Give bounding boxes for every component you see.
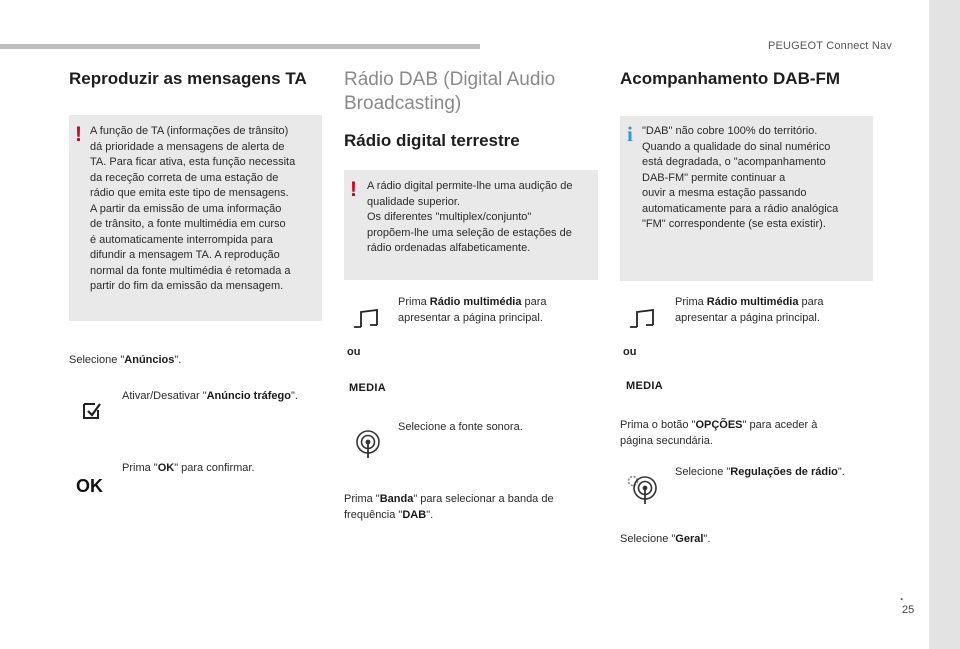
warning-line: dá prioridade a mensagens de alerta de <box>90 140 285 153</box>
warning-line: propõem-lhe uma seleção de estações de <box>367 226 572 239</box>
title-line: Broadcasting) <box>344 93 462 114</box>
media-button-label: MEDIA <box>349 382 386 394</box>
warning-line: é automaticamente interrompida para <box>90 233 273 246</box>
music-note-icon <box>629 309 657 331</box>
header-rule <box>0 44 480 49</box>
info-line: ouvir a mesma estação passando <box>642 187 807 199</box>
warning-line: rádio que emita este tipo de mensagens. <box>90 187 289 199</box>
warning-line: qualidade superior. <box>367 195 460 208</box>
instruction-options: Prima o botão "OPÇÕES" para aceder à página secundária. <box>620 419 818 447</box>
warning-line: rádio ordenadas alfabeticamente. <box>367 242 531 254</box>
warning-line: Os diferentes "multiplex/conjunto" <box>367 211 532 223</box>
warning-box-ta <box>69 115 322 321</box>
info-text <box>642 124 870 233</box>
section-title-ta: Reproduzir as mensagens TA <box>69 69 307 88</box>
warning-line: difundir a mensagem TA. A reprodução <box>90 249 280 261</box>
warning-line: A rádio digital permite-lhe uma audição de <box>367 180 573 192</box>
warning-text <box>90 124 320 295</box>
checkbox-icon <box>82 401 102 421</box>
instruction-toggle-traffic: Ativar/Desativar "Anúncio tráfego". <box>122 390 298 402</box>
ok-button-icon: OK <box>76 476 103 496</box>
warning-box-dab <box>344 170 598 280</box>
section-title-dab <box>344 68 555 116</box>
warning-icon: ! <box>75 123 82 146</box>
page-number: 25 <box>902 604 915 616</box>
info-icon: i <box>627 122 633 146</box>
warning-line: da receção correta de uma estação de <box>90 171 279 184</box>
warning-line: TA. Para ficar ativa, esta função necessita <box>90 156 296 168</box>
section-title-dab-fm: Acompanhamento DAB-FM <box>620 69 841 88</box>
music-note-icon <box>353 309 381 331</box>
info-line: "DAB" não cobre 100% do território. <box>642 125 818 137</box>
warning-line: A partir da emissão de uma informação <box>90 202 282 215</box>
info-line: DAB-FM" permite continuar a <box>642 171 786 184</box>
instruction-select-general: Selecione "Geral". <box>620 533 711 545</box>
instruction-select-announcements: Selecione "Anúncios". <box>69 354 182 366</box>
info-line: automaticamente para a rádio analógica <box>642 202 839 215</box>
continuation-mark: . <box>900 589 904 603</box>
title-line: Rádio DAB (Digital Audio <box>344 69 556 90</box>
instruction-confirm-ok: Prima "OK" para confirmar. <box>122 462 255 474</box>
instruction-radio-settings: Selecione "Regulações de rádio". <box>675 466 845 478</box>
instruction-radio-media: Prima Rádio multimédia para apresentar a página principal. <box>675 296 824 324</box>
instruction-radio-media: Prima Rádio multimédia para apresentar a página principal. <box>398 296 547 324</box>
warning-line: partir do fim da emissão da mensagem. <box>90 280 284 292</box>
info-line: está degradada, o "acompanhamento <box>642 156 826 168</box>
warning-text <box>367 179 595 257</box>
subsection-title-terrestrial: Rádio digital terrestre <box>344 131 520 150</box>
header-brand: PEUGEOT Connect Nav <box>767 40 892 52</box>
info-line: "FM" correspondente (se esta existir). <box>642 218 826 230</box>
media-button-label: MEDIA <box>626 380 663 392</box>
radio-settings-icon <box>625 473 661 505</box>
or-label: ou <box>623 346 637 358</box>
warning-line: normal da fonte multimédia é retomada a <box>90 264 291 277</box>
instruction-select-source: Selecione a fonte sonora. <box>398 421 523 433</box>
warning-line: de trânsito, a fonte multimédia em curso <box>90 218 286 230</box>
info-box-dab-fm <box>620 116 873 281</box>
info-line: Quando a qualidade do sinal numérico <box>642 140 831 153</box>
instruction-band-dab: Prima "Banda" para selecionar a banda de frequência "DAB". <box>344 493 554 521</box>
or-label: ou <box>347 346 361 358</box>
radio-antenna-icon <box>355 429 381 459</box>
warning-icon: ! <box>350 178 357 201</box>
warning-line: A função de TA (informações de trânsito) <box>90 125 289 137</box>
page-side-margin <box>929 0 960 649</box>
